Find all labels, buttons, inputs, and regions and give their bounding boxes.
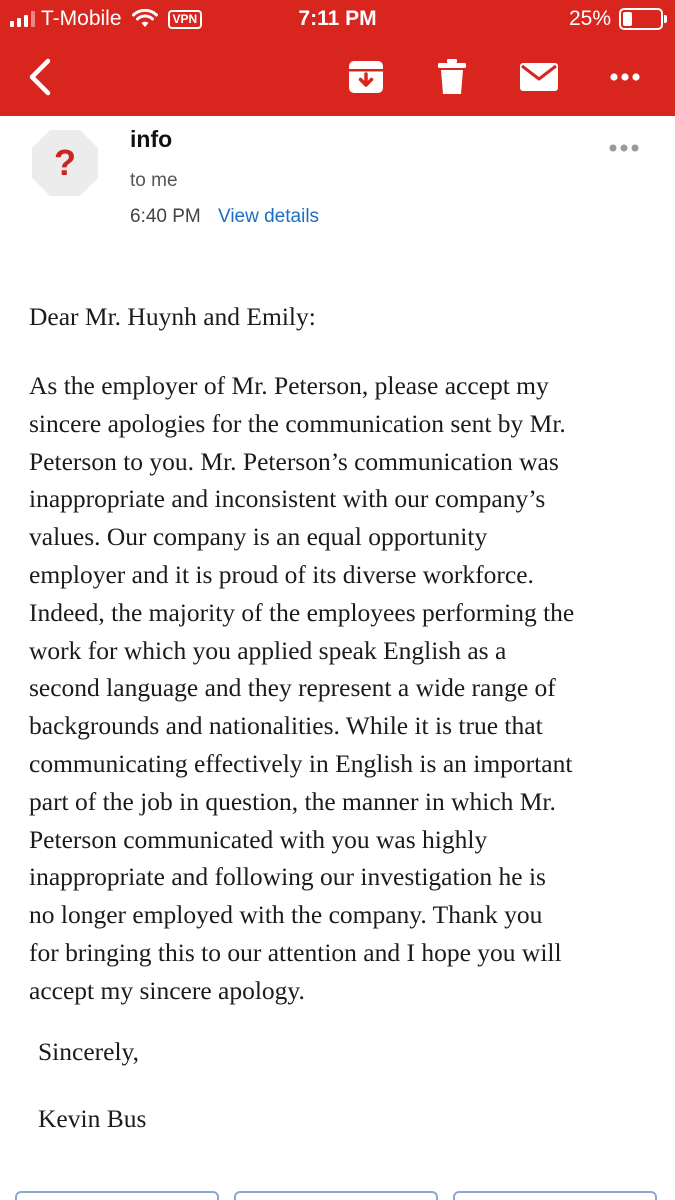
body-line: backgrounds and nationalities. While it is true that [29,711,543,741]
body-line: second language and they represent a wide range of [29,673,556,703]
battery-fill [623,12,632,26]
archive-button[interactable] [340,38,392,116]
trash-icon [438,59,466,95]
message-more-button[interactable] [606,138,642,158]
battery-icon [619,8,663,30]
back-button[interactable] [18,38,62,116]
body-line: Peterson communicated with you was highly [29,824,488,854]
body-line: inappropriate and inconsistent with our company’s [29,484,546,514]
body-line: As the employer of Mr. Peterson, please accept my [29,371,549,400]
body-line: Indeed, the majority of the employees performing the [29,597,575,627]
message-time: 6:40 PM [130,206,201,227]
delete-button[interactable] [428,38,476,116]
archive-icon [348,60,384,94]
avatar-glyph: ? [54,142,76,183]
status-right [569,7,663,31]
carrier-name: T-Mobile [41,7,122,30]
sender-name[interactable]: info [130,126,173,152]
view-details-link[interactable]: View details [218,206,320,227]
body-line: communicating effectively in English is an important [29,748,573,778]
body-line: employer and it is proud of its diverse workforce. [29,559,534,589]
body-line: sincere apologies for the communication sent by Mr. [29,408,566,438]
status-time: 7:11 PM [298,7,377,30]
body-line: for bringing this to our attention and I hope you will [29,937,562,967]
letter-greeting: Dear Mr. Huynh and Emily: [29,302,316,331]
letter-closing: Sincerely, [38,1037,140,1066]
mark-unread-button[interactable] [512,38,566,116]
body-line: no longer employed with the company. Thank you [29,900,543,930]
unknown-sender-icon [30,128,100,198]
body-line: values. Our company is an equal opportunity [29,522,488,552]
vpn-badge: VPN [168,10,203,29]
body-line: accept my sincere apology. [29,975,305,1005]
status-bar [0,0,675,38]
body-line: part of the job in question, the manner in which Mr. [29,786,556,816]
body-line: work for which you applied speak English as a [29,635,507,665]
more-horizontal-icon [606,138,642,158]
app-header [0,0,675,116]
battery-percent: 25% [568,7,611,30]
forward-button[interactable] [453,1191,657,1200]
message-toolbar [0,38,675,116]
reply-button[interactable] [15,1191,219,1200]
more-options-button[interactable] [600,38,650,116]
mail-icon [520,63,558,91]
more-horizontal-icon [610,73,640,81]
body-line: Peterson to you. Mr. Peterson’s communication was [29,446,559,476]
recipient-label: to me [130,170,178,191]
chevron-left-icon [27,58,53,96]
letter-body [29,367,574,1010]
reply-all-button[interactable] [234,1191,438,1200]
sender-avatar[interactable] [30,128,100,198]
body-line: inappropriate and following our investigation he is [29,862,546,892]
letter-signature: Kevin Bus [38,1104,147,1133]
